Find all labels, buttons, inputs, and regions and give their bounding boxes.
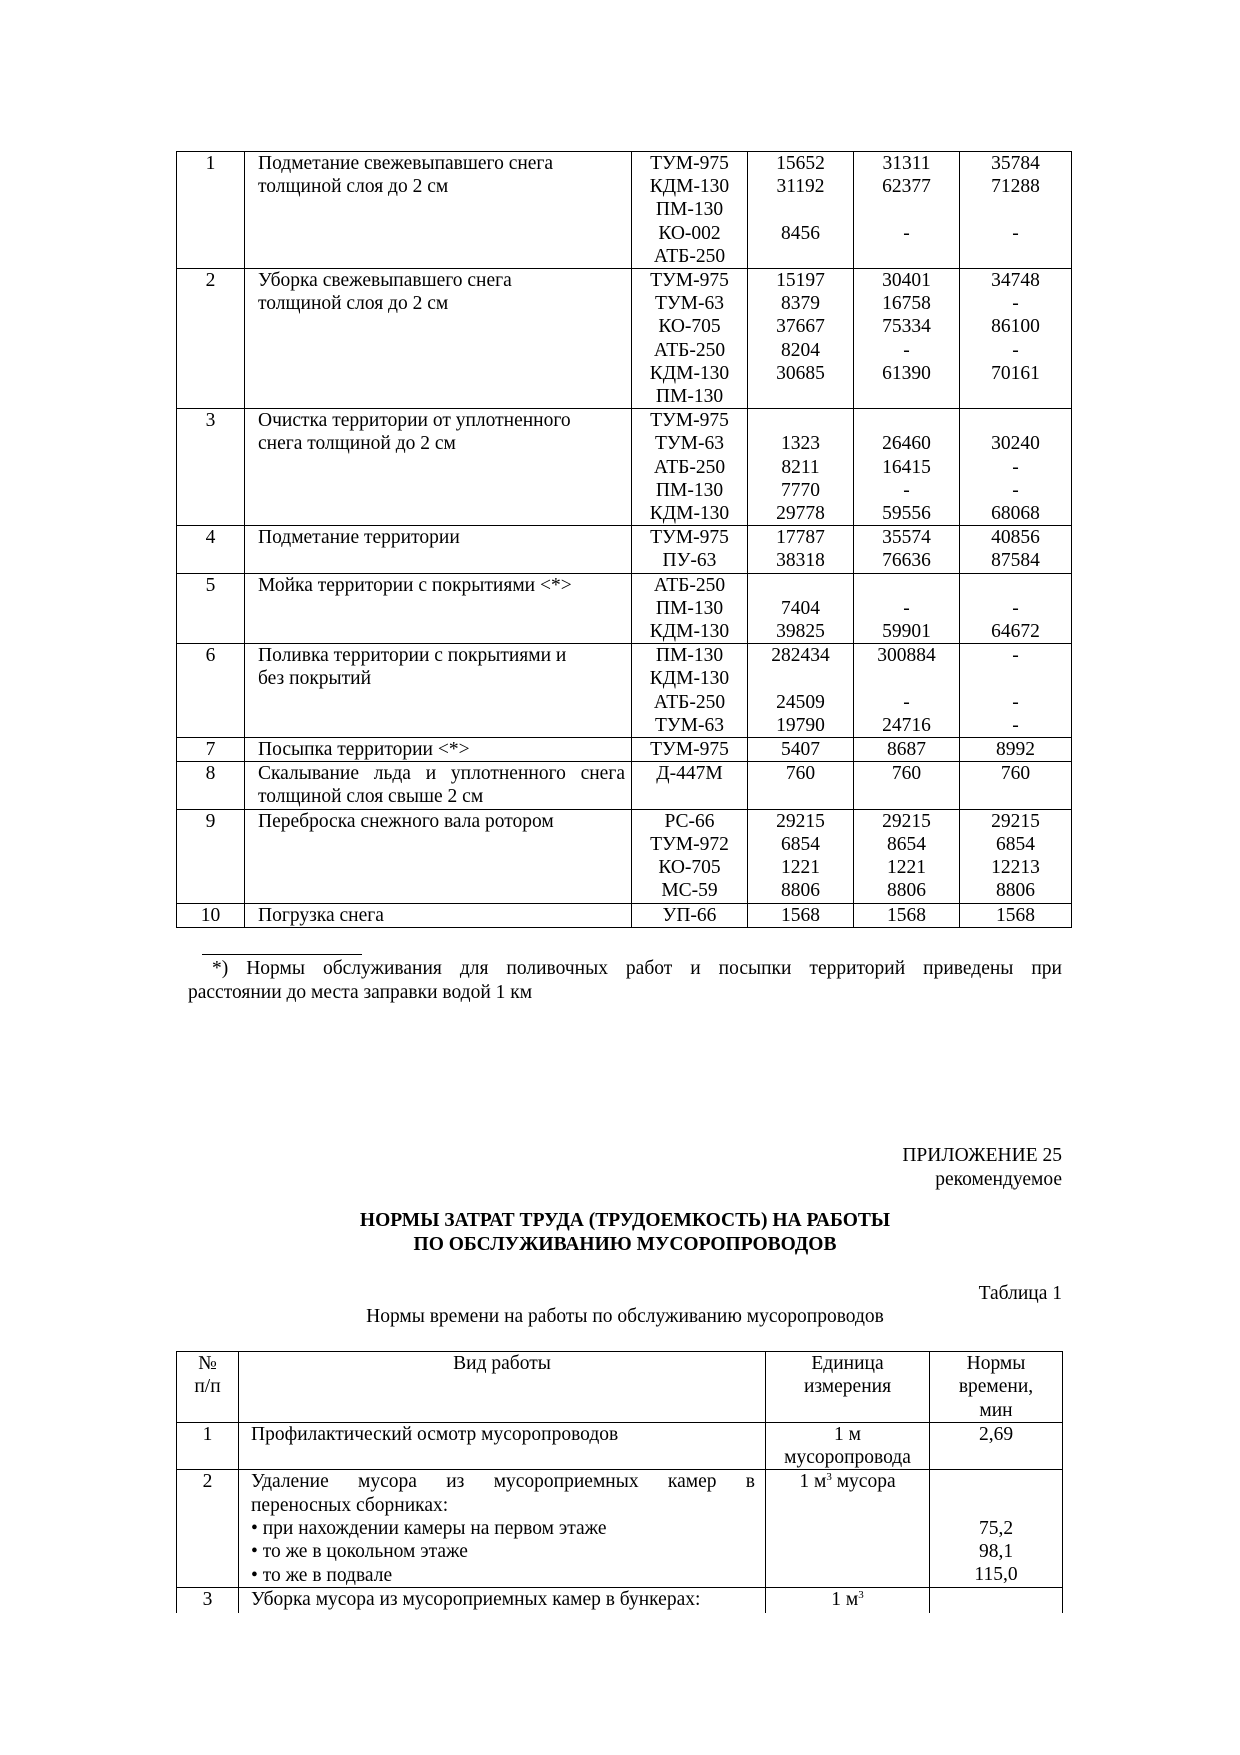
snow-norms-table — [176, 151, 1072, 928]
row-number: 9 — [177, 809, 245, 903]
appendix-label: ПРИЛОЖЕНИЕ 25 — [902, 1145, 1062, 1166]
work-description: Подметание свежевыпавшего снега толщиной слоя до 2 см — [245, 152, 632, 269]
row-number: 3 — [177, 1587, 239, 1613]
unit-cell: 1 м мусоропровода — [766, 1422, 930, 1470]
row-number: 6 — [177, 644, 245, 738]
row-number: 7 — [177, 738, 245, 762]
appendix-note: рекомендуемое — [935, 1168, 1062, 1190]
norm-value-cell: - - - — [960, 644, 1072, 738]
table-row — [177, 1422, 1063, 1470]
norm-value-cell: 15197 8379 37667 8204 30685 — [748, 269, 854, 409]
norm-value-cell: 34748 - 86100 - 70161 — [960, 269, 1072, 409]
machine-cell: АТБ-250 ПМ-130 КДМ-130 — [632, 573, 748, 644]
norm-value-cell: 30401 16758 75334 - 61390 — [854, 269, 960, 409]
norm-value-cell: 760 — [960, 762, 1072, 809]
table-row — [177, 526, 1072, 573]
norm-value-cell: 29215 6854 12213 8806 — [960, 809, 1072, 903]
work-description: Поливка территории с покрытиями и без покрытий — [245, 644, 632, 738]
unit-superscript: 3 — [826, 1471, 832, 1484]
table-row — [177, 738, 1072, 762]
machine-cell: Д-447М — [632, 762, 748, 809]
norm-value-cell: 760 — [748, 762, 854, 809]
machine-cell: ТУМ-975 ТУМ-63 КО-705 АТБ-250 КДМ-130 ПМ-130 — [632, 269, 748, 409]
unit-tail: мусора — [831, 1471, 896, 1493]
table-row — [177, 152, 1072, 269]
norm-value-cell: - 64672 — [960, 573, 1072, 644]
row-number: 4 — [177, 526, 245, 573]
norm-value-cell: 30240 - - 68068 — [960, 409, 1072, 526]
table-row — [177, 644, 1072, 738]
norm-value-cell: 40856 87584 — [960, 526, 1072, 573]
norm-value-cell: 26460 16415 - 59556 — [854, 409, 960, 526]
work-description: Посыпка территории <*> — [245, 738, 632, 762]
row-number: 2 — [177, 269, 245, 409]
norm-cell — [930, 1587, 1063, 1613]
norm-value-cell: - 59901 — [854, 573, 960, 644]
norm-value-cell: 7404 39825 — [748, 573, 854, 644]
work-description: Уборка свежевыпавшего снега толщиной слоя до 2 см — [245, 269, 632, 409]
norm-cell: 2,69 — [930, 1422, 1063, 1470]
work-description: Очистка территории от уплотненного снега толщиной до 2 см — [245, 409, 632, 526]
norm-value-cell: 15652 31192 8456 — [748, 152, 854, 269]
table-row — [177, 809, 1072, 903]
table-row — [177, 409, 1072, 526]
norm-value-cell: 1568 — [960, 903, 1072, 927]
header-work: Вид работы — [239, 1352, 766, 1423]
machine-cell: УП-66 — [632, 903, 748, 927]
norm-value-cell: 5407 — [748, 738, 854, 762]
norm-value-cell: 35574 76636 — [854, 526, 960, 573]
norm-value-cell: 29215 8654 1221 8806 — [854, 809, 960, 903]
footnote — [188, 957, 1062, 1004]
footnote-line-1: *) Нормы обслуживания для поливочных работ и посыпки территорий приведены при — [212, 958, 1062, 979]
chute-norms-table — [176, 1351, 1063, 1613]
row-number: 5 — [177, 573, 245, 644]
work-description: Уборка мусора из мусороприемных камер в бункерах: — [239, 1587, 766, 1613]
machine-cell: ТУМ-975 КДМ-130 ПМ-130 КО-002 АТБ-250 — [632, 152, 748, 269]
table-number: Таблица 1 — [978, 1283, 1062, 1304]
unit-main: 1 м — [799, 1471, 827, 1493]
table-row — [177, 903, 1072, 927]
table-caption: Нормы времени на работы по обслуживанию мусоропроводов — [366, 1306, 884, 1327]
table-row — [177, 762, 1072, 809]
work-description: Погрузка снега — [245, 903, 632, 927]
norm-value-cell: 300884 - 24716 — [854, 644, 960, 738]
appendix-header — [902, 1144, 1062, 1191]
footnote-separator — [202, 954, 362, 955]
table-header-row — [177, 1352, 1063, 1423]
machine-cell: ТУМ-975 — [632, 738, 748, 762]
work-description: Профилактический осмотр мусоропроводов — [239, 1422, 766, 1470]
row-number: 10 — [177, 903, 245, 927]
title-line-1: НОРМЫ ЗАТРАТ ТРУДА (ТРУДОЕМКОСТЬ) НА РАБОТЫ — [359, 1210, 891, 1231]
norm-value-cell: 31311 62377 - — [854, 152, 960, 269]
work-description: Мойка территории с покрытиями <*> — [245, 573, 632, 644]
norm-value-cell: 17787 38318 — [748, 526, 854, 573]
work-description: Скалывание льда и уплотненного снега толщиной слоя свыше 2 см — [245, 762, 632, 809]
machine-cell: ТУМ-975 ПУ-63 — [632, 526, 748, 573]
row-number: 1 — [177, 152, 245, 269]
norm-value-cell: 8687 — [854, 738, 960, 762]
unit-main: 1 м — [831, 1588, 859, 1610]
row-number: 2 — [177, 1470, 239, 1587]
unit-superscript: 3 — [858, 1588, 864, 1601]
machine-cell: ТУМ-975 ТУМ-63 АТБ-250 ПМ-130 КДМ-130 — [632, 409, 748, 526]
norm-cell: 75,2 98,1 115,0 — [930, 1470, 1063, 1587]
unit-cell — [766, 1587, 930, 1613]
norm-value-cell: 29215 6854 1221 8806 — [748, 809, 854, 903]
norm-value-cell: 8992 — [960, 738, 1072, 762]
machine-cell: ПМ-130 КДМ-130 АТБ-250 ТУМ-63 — [632, 644, 748, 738]
footnote-line-2: расстоянии до места заправки водой 1 км — [188, 981, 533, 1003]
row-number: 8 — [177, 762, 245, 809]
table-row — [177, 1470, 1063, 1587]
header-norm: Нормы времени, мин — [930, 1352, 1063, 1423]
header-unit: Единица измерения — [766, 1352, 930, 1423]
work-description: Переброска снежного вала ротором — [245, 809, 632, 903]
table-row — [177, 1587, 1063, 1613]
norm-value-cell: 1568 — [748, 903, 854, 927]
table-row — [177, 269, 1072, 409]
document-title — [180, 1209, 1070, 1256]
work-description: Удаление мусора из мусороприемных камер в переносных сборниках: • при нахождении камеры на первом этаже • то же в цокольном этаже • то же в подвале — [239, 1470, 766, 1587]
norm-value-cell: 1323 8211 7770 29778 — [748, 409, 854, 526]
norm-value-cell: 1568 — [854, 903, 960, 927]
norm-value-cell: 282434 24509 19790 — [748, 644, 854, 738]
norm-value-cell: 35784 71288 - — [960, 152, 1072, 269]
table-row — [177, 573, 1072, 644]
unit-cell — [766, 1470, 930, 1587]
norm-value-cell: 760 — [854, 762, 960, 809]
row-number: 1 — [177, 1422, 239, 1470]
work-description: Подметание территории — [245, 526, 632, 573]
machine-cell: РС-66 ТУМ-972 КО-705 МС-59 — [632, 809, 748, 903]
title-line-2: ПО ОБСЛУЖИВАНИЮ МУСОРОПРОВОДОВ — [413, 1233, 837, 1255]
header-no: № п/п — [177, 1352, 239, 1423]
row-number: 3 — [177, 409, 245, 526]
